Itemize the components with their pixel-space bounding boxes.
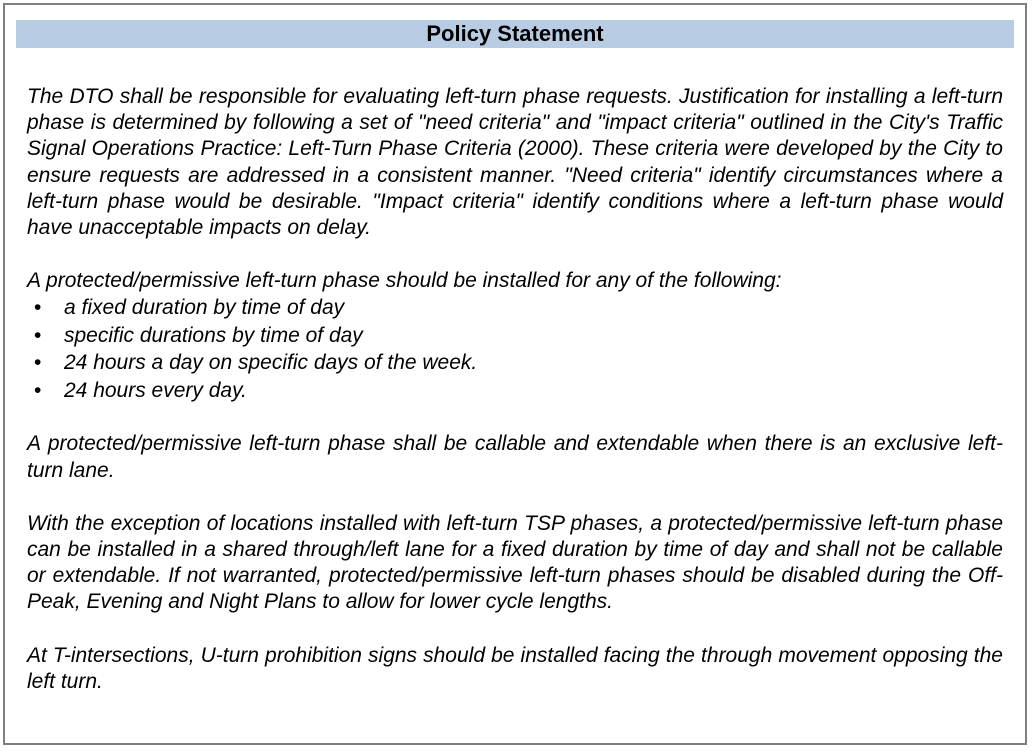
paragraph-t-intersections: At T-intersections, U-turn prohibition signs should be installed facing the through movement opposing the left turn.: [27, 643, 1003, 693]
bullet-icon: •: [34, 323, 42, 347]
policy-box: [3, 3, 1027, 745]
bullet-icon: •: [34, 378, 42, 402]
list-intro: A protected/permissive left-turn phase should be installed for any of the following:: [27, 269, 782, 293]
paragraph-shared-lane: With the exception of locations installed with left-turn TSP phases, a protected/permissive left-turn phase can be installed in a shared through/left lane for a fixed duration by time of day and shall not be callable or extendable. If not warranted, protected/permissive left-turn phases should be disabled during the Off-Peak, Evening and Night Plans to allow for lower cycle lengths.: [27, 511, 1003, 614]
installation-conditions-list: [27, 294, 1003, 404]
list-item-text: 24 hours a day on specific days of the week.: [64, 351, 478, 375]
policy-title: Policy Statement: [16, 20, 1014, 48]
list-item: [27, 294, 1003, 322]
paragraph-responsibility: The DTO shall be responsible for evaluating left-turn phase requests. Justification for installing a left-turn phase is determined by following a set of "need criteria" and "impact criteria" outlined in the City's Traffic Signal Operations Practice: Left-Turn Phase Criteria (2000). These criteria were developed by the City to ensure requests are addressed in a consistent manner. "Need criteria" identify circumstances where a left-turn phase would be desirable. "Impact criteria" identify conditions where a left-turn phase would have unacceptable impacts on delay.: [27, 85, 1003, 240]
bullet-icon: •: [34, 296, 42, 320]
list-item-text: 24 hours every day.: [64, 378, 247, 402]
policy-body: [27, 84, 1003, 695]
list-item: [27, 377, 1003, 405]
list-item: [27, 349, 1003, 377]
list-item: [27, 322, 1003, 350]
list-item-text: specific durations by time of day: [64, 323, 363, 347]
paragraph-callable: A protected/permissive left-turn phase shall be callable and extendable when there is an exclusive left-turn lane.: [27, 432, 1003, 482]
list-item-text: a fixed duration by time of day: [64, 296, 345, 320]
bullet-icon: •: [34, 351, 42, 375]
